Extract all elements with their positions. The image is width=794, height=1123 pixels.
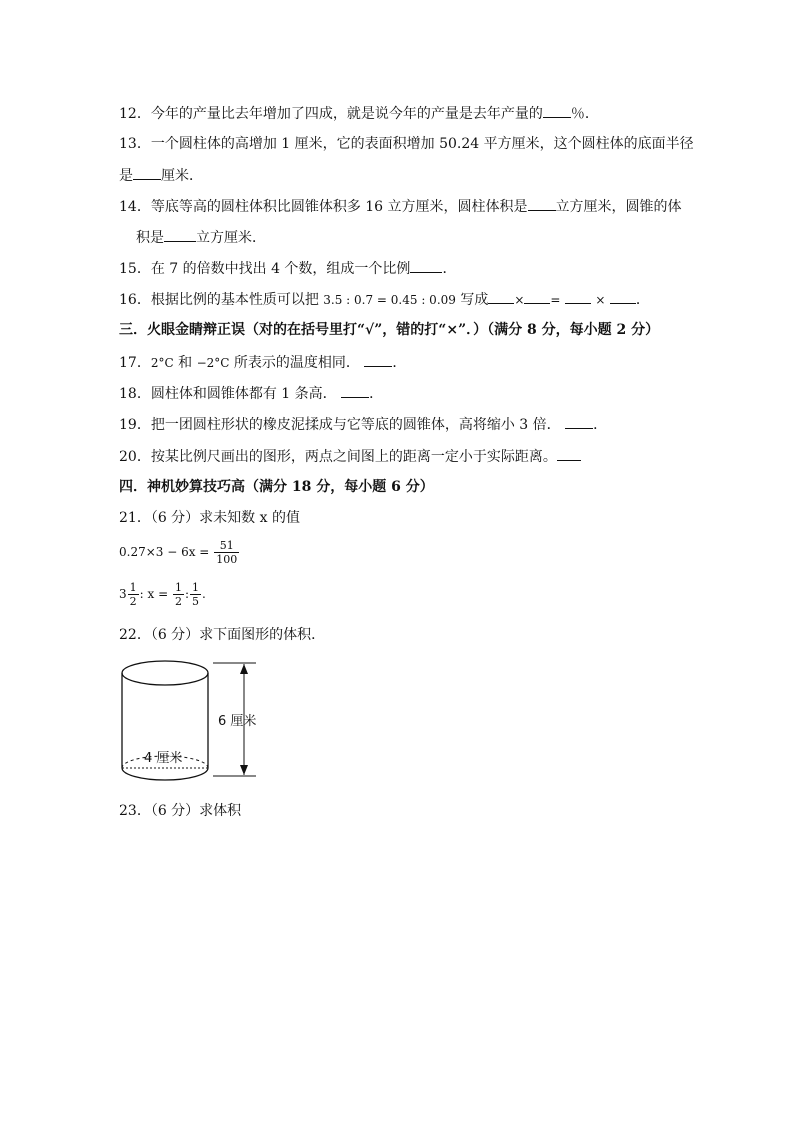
question-18-suffix: ． bbox=[369, 386, 384, 402]
fraction-numerator: 1 bbox=[192, 581, 200, 594]
question-20 bbox=[119, 446, 581, 467]
answer-blank[interactable] bbox=[565, 414, 593, 429]
question-13-line-2 bbox=[119, 165, 203, 186]
fraction-numerator: 1 bbox=[129, 581, 137, 594]
question-15-suffix: ． bbox=[442, 261, 457, 277]
equals-sign: = bbox=[550, 293, 561, 307]
equation-2-fraction-a bbox=[173, 581, 184, 608]
cylinder-figure bbox=[110, 655, 270, 785]
answer-blank[interactable] bbox=[133, 165, 161, 180]
question-21: 21．（6 分）求未知数 x 的值 bbox=[119, 510, 300, 526]
question-15 bbox=[119, 258, 456, 279]
question-13-prefix: 是 bbox=[119, 168, 133, 184]
answer-blank[interactable] bbox=[164, 227, 196, 242]
question-16-suffix: ． bbox=[635, 292, 650, 308]
cylinder-top-ellipse bbox=[122, 661, 208, 685]
question-19-suffix: ． bbox=[593, 417, 608, 433]
temperature-negative: −2°C bbox=[196, 356, 230, 370]
question-13-suffix: 厘米． bbox=[161, 168, 203, 184]
question-17 bbox=[119, 352, 406, 373]
question-19 bbox=[119, 414, 607, 435]
question-14-line-1 bbox=[119, 196, 682, 217]
question-23: 23．（6 分）求体积 bbox=[119, 803, 242, 819]
question-12-text: 12．今年的产量比去年增加了四成，就是说今年的产量是去年产量的 bbox=[119, 106, 543, 122]
equation-2 bbox=[119, 581, 206, 608]
question-16-mid: 写成 bbox=[455, 292, 489, 308]
equation-2-end: . bbox=[202, 587, 206, 601]
answer-blank[interactable] bbox=[488, 289, 514, 304]
question-13-line-1 bbox=[119, 134, 694, 154]
fraction-numerator: 1 bbox=[174, 581, 182, 594]
question-12 bbox=[119, 103, 599, 124]
fraction-denominator: 5 bbox=[192, 595, 200, 608]
fraction-denominator: 100 bbox=[216, 553, 238, 566]
answer-blank[interactable] bbox=[410, 258, 442, 273]
height-arrow-up bbox=[240, 664, 248, 674]
question-17-text: 所表示的温度相同． bbox=[229, 355, 360, 371]
question-18 bbox=[119, 383, 383, 404]
mixed-number-whole: 3 bbox=[119, 587, 127, 601]
ratio-expression: 3.5 : 0.7 = 0.45 : 0.09 bbox=[323, 293, 456, 307]
answer-blank[interactable] bbox=[565, 289, 591, 304]
question-15-text: 15．在 7 的倍数中找出 4 个数，组成一个比例 bbox=[119, 261, 411, 277]
temperature-positive: 2°C bbox=[150, 356, 174, 370]
equation-1-fraction bbox=[214, 539, 239, 566]
question-14-line-2 bbox=[136, 227, 266, 248]
height-arrow-down bbox=[240, 765, 248, 775]
question-14-prefix: 积是 bbox=[136, 230, 164, 246]
answer-blank[interactable] bbox=[543, 103, 571, 118]
answer-blank[interactable] bbox=[524, 289, 550, 304]
equation-2-fraction-b bbox=[190, 581, 201, 608]
question-17-suffix: ． bbox=[392, 355, 407, 371]
answer-blank[interactable] bbox=[341, 383, 369, 398]
question-12-suffix: ％． bbox=[570, 106, 599, 122]
question-14-mid: 立方厘米，圆锥的体 bbox=[555, 199, 682, 215]
fraction-denominator: 2 bbox=[129, 595, 137, 608]
ratio-colon: : bbox=[184, 587, 190, 601]
question-16-text: 16．根据比例的基本性质可以把 bbox=[119, 292, 324, 308]
fraction-numerator: 51 bbox=[214, 539, 239, 553]
fraction-denominator: 2 bbox=[174, 595, 182, 608]
times-sign: × bbox=[595, 293, 606, 307]
height-label: 6 厘米 bbox=[218, 714, 257, 729]
question-14-suffix: 立方厘米． bbox=[196, 230, 266, 246]
times-sign: × bbox=[514, 293, 525, 307]
question-22: 22．（6 分）求下面图形的体积． bbox=[119, 627, 326, 643]
answer-blank[interactable] bbox=[364, 352, 392, 367]
question-19-text: 19．把一团圆柱形状的橡皮泥揉成与它等底的圆锥体，高将缩小 3 倍． bbox=[119, 417, 561, 433]
cylinder-bottom-front-arc bbox=[122, 768, 208, 780]
question-14-text: 14．等底等高的圆柱体积比圆锥体积多 16 立方厘米，圆柱体积是 bbox=[119, 199, 528, 215]
question-18-text: 18．圆柱体和圆锥体都有 1 条高． bbox=[119, 386, 337, 402]
question-16 bbox=[119, 289, 650, 310]
mixed-number-fraction bbox=[128, 581, 139, 608]
question-17-number: 17． bbox=[119, 355, 151, 371]
answer-blank[interactable] bbox=[557, 446, 581, 461]
section-4-heading: 四．神机妙算技巧高（满分 18 分，每小题 6 分） bbox=[119, 479, 434, 495]
equation-1-left: 0.27×3 − 6x = bbox=[119, 545, 210, 559]
question-17-and: 和 bbox=[173, 355, 197, 371]
answer-blank[interactable] bbox=[610, 289, 636, 304]
equation-1 bbox=[119, 539, 240, 566]
answer-blank[interactable] bbox=[528, 196, 556, 211]
diameter-label: 4 厘米 bbox=[144, 751, 183, 766]
question-13-text: 13．一个圆柱体的高增加 1 厘米，它的表面积增加 50.24 平方厘米，这个圆柱体的底面半径 bbox=[119, 136, 694, 152]
question-20-text: 20．按某比例尺画出的图形，两点之间图上的距离一定小于实际距离。 bbox=[119, 449, 557, 465]
equation-2-mid: : x = bbox=[139, 587, 169, 601]
section-3-heading: 三．火眼金睛辩正误（对的在括号里打“√”，错的打“×”．）（满分 8 分，每小题 2 分） bbox=[119, 322, 660, 338]
